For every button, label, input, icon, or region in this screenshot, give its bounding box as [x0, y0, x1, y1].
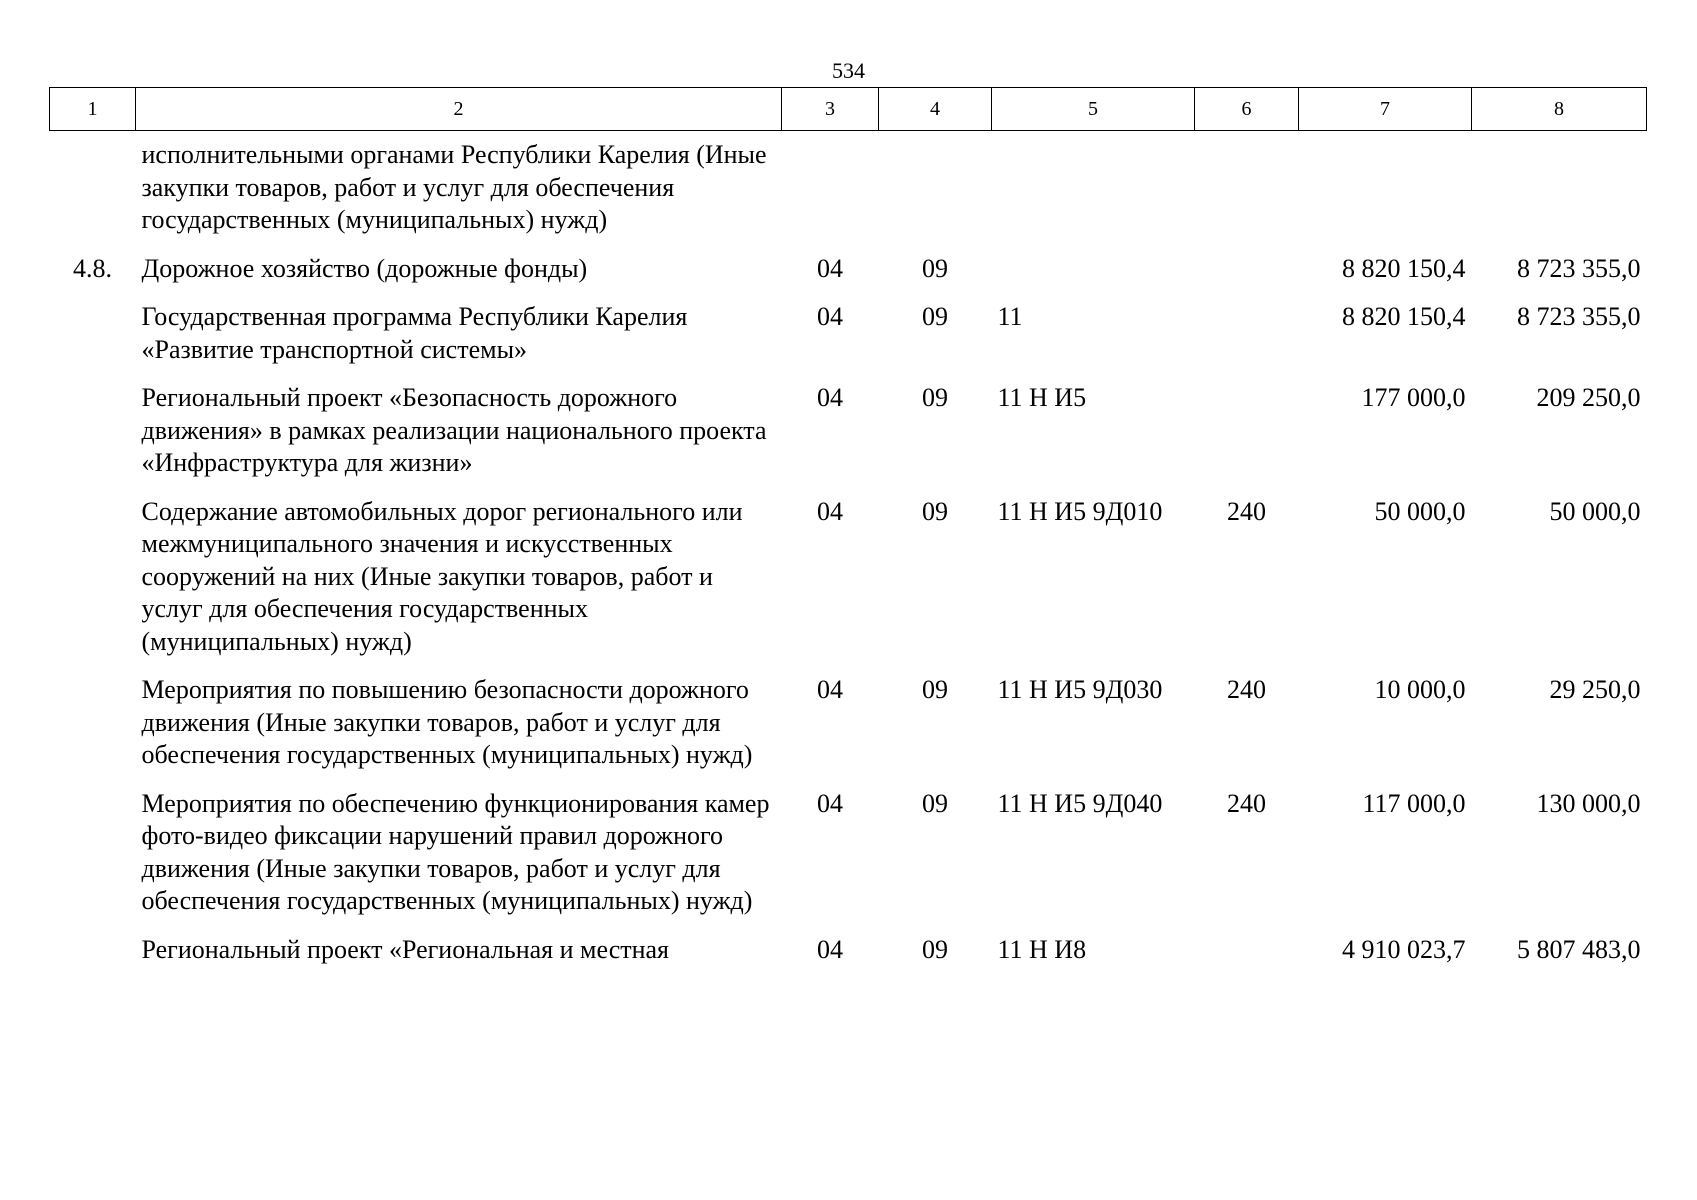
row-amount-col7: 177 000,0	[1361, 383, 1466, 412]
row-target-article: 11 Н И5 9Д040	[997, 788, 1163, 818]
row-name: Региональный проект «Безопасность дорожного движения» в рамках реализации национального проекта «Инфраструктура для жизни»	[141, 383, 767, 477]
column-header-7: 7	[1299, 88, 1472, 131]
column-header-6: 6	[1195, 88, 1299, 131]
row-amount-col8: 209 250,0	[1536, 383, 1641, 412]
row-target-article: 11 Н И5 9Д010	[997, 496, 1163, 526]
row-subsection-code: 09	[922, 253, 948, 283]
row-subsection-code: 09	[922, 934, 948, 964]
row-section-code: 04	[817, 383, 843, 412]
row-amount-col7: 50 000,0	[1374, 496, 1466, 526]
row-target-article	[992, 253, 1195, 302]
row-expense-type: 240	[1227, 675, 1266, 704]
row-section-code: 04	[817, 253, 843, 283]
row-subsection-code: 09	[922, 788, 948, 818]
row-number	[50, 788, 136, 934]
row-number	[50, 674, 136, 788]
row-amount-col8: 5 807 483,0	[1517, 934, 1641, 964]
table-row	[50, 496, 1647, 675]
row-number: 4.8.	[73, 253, 112, 283]
row-amount-col7: 10 000,0	[1374, 675, 1466, 704]
row-amount-col7: 117 000,0	[1362, 788, 1466, 818]
row-name: исполнительными органами Республики Карелия (Иные закупки товаров, работ и услуг для обеспечения государственных (муниципальных) нужд)	[141, 140, 767, 234]
column-header-4: 4	[879, 88, 992, 131]
table-row	[50, 253, 1647, 302]
row-target-article	[992, 131, 1195, 253]
row-amount-col8: 50 000,0	[1549, 496, 1641, 526]
row-name: Мероприятия по повышению безопасности дорожного движения (Иные закупки товаров, работ и услуг для обеспечения государственных (муниципальных) нужд)	[141, 675, 753, 769]
budget-table	[49, 87, 1647, 982]
row-expense-type	[1195, 131, 1299, 253]
row-expense-type	[1195, 382, 1299, 496]
row-name: Региональный проект «Региональная и местная	[141, 934, 670, 964]
row-number	[50, 382, 136, 496]
row-name: Содержание автомобильных дорог регионального или межмуниципального значения и искусственных сооружений на них (Иные закупки товаров, работ и услуг для обеспечения государственных (муниципальных) нужд)	[141, 496, 743, 656]
row-section-code: 04	[817, 934, 843, 964]
row-expense-type	[1195, 301, 1299, 382]
row-number	[50, 496, 136, 675]
row-subsection-code: 09	[922, 675, 948, 704]
row-expense-type: 240	[1227, 496, 1266, 526]
table-row	[50, 131, 1647, 253]
column-header-5: 5	[992, 88, 1195, 131]
row-target-article: 11 Н И8	[997, 934, 1087, 964]
row-amount-col7	[1299, 131, 1472, 253]
table-row	[50, 382, 1647, 496]
table-row	[50, 788, 1647, 934]
row-target-article: 11	[997, 302, 1023, 331]
row-amount-col8	[1472, 131, 1647, 253]
row-amount-col8: 8 723 355,0	[1517, 253, 1641, 283]
row-name: Дорожное хозяйство (дорожные фонды)	[141, 253, 588, 283]
header-row	[50, 88, 1647, 131]
row-expense-type	[1195, 934, 1299, 983]
row-target-article: 11 Н И5	[997, 383, 1087, 412]
row-name: Государственная программа Республики Карелия «Развитие транспортной системы»	[141, 302, 688, 364]
column-header-8: 8	[1472, 88, 1647, 131]
row-number	[50, 301, 136, 382]
table-row	[50, 934, 1647, 983]
row-amount-col8: 130 000,0	[1536, 788, 1641, 818]
column-header-3: 3	[782, 88, 879, 131]
row-section-code: 04	[817, 788, 843, 818]
table-body	[50, 131, 1647, 983]
row-subsection-code: 09	[922, 383, 948, 412]
page-number: 534	[832, 58, 865, 83]
row-section-code	[782, 131, 879, 253]
row-subsection-code: 09	[922, 496, 948, 526]
row-section-code: 04	[817, 675, 843, 704]
table-header	[50, 88, 1647, 131]
row-subsection-code: 09	[922, 302, 948, 331]
row-name: Мероприятия по обеспечению функционирования камер фото-видео фиксации нарушений правил дорожного движения (Иные закупки товаров, работ и услуг для обеспечения государственных (муниципальных) нужд)	[141, 788, 770, 915]
table-row	[50, 674, 1647, 788]
column-header-2: 2	[136, 88, 782, 131]
row-amount-col8: 29 250,0	[1549, 675, 1641, 704]
table-row	[50, 301, 1647, 382]
row-subsection-code	[879, 131, 992, 253]
row-section-code: 04	[817, 496, 843, 526]
row-target-article: 11 Н И5 9Д030	[997, 675, 1163, 704]
row-amount-col8: 8 723 355,0	[1517, 302, 1641, 331]
row-expense-type	[1195, 253, 1299, 302]
row-expense-type: 240	[1227, 788, 1266, 818]
row-number	[50, 934, 136, 983]
row-section-code: 04	[817, 302, 843, 331]
row-amount-col7: 8 820 150,4	[1342, 253, 1466, 283]
column-header-1: 1	[50, 88, 136, 131]
row-amount-col7: 4 910 023,7	[1342, 934, 1466, 964]
row-number	[50, 131, 136, 253]
row-amount-col7: 8 820 150,4	[1342, 302, 1466, 331]
